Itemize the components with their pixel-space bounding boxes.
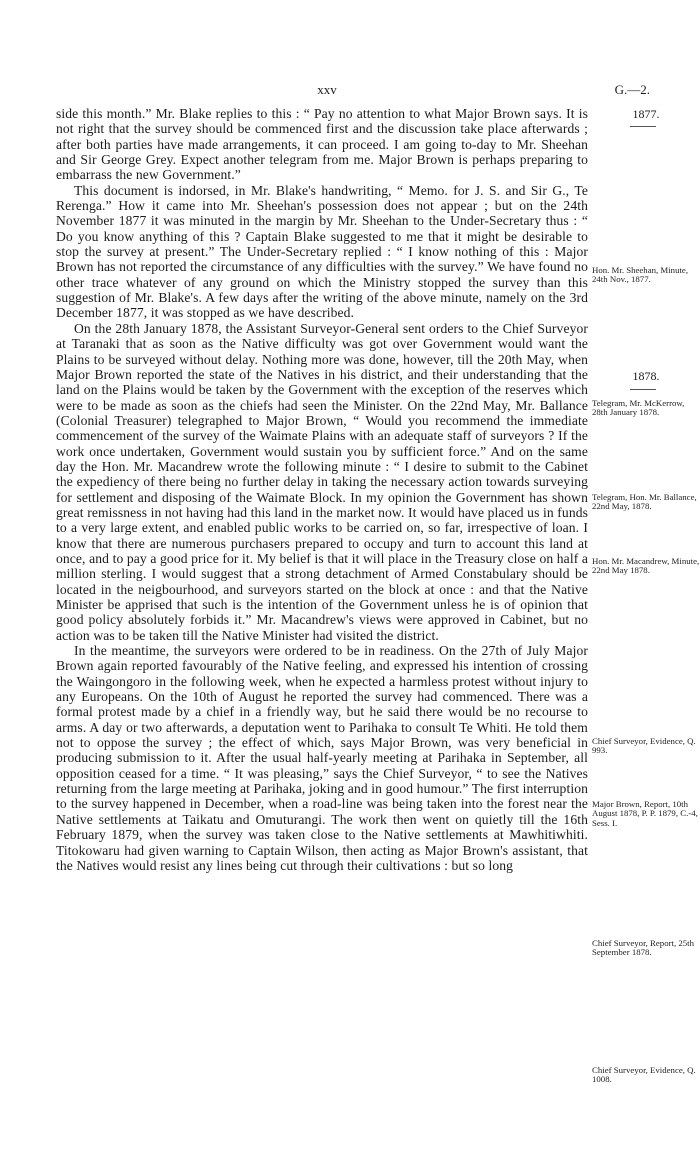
page-header (0, 82, 700, 104)
page-number: xxv (317, 82, 337, 97)
margin-note: Hon. Mr. Macandrew, Minute, 22nd May 1878. (592, 556, 700, 576)
margin-note: Chief Surveyor, Evidence, Q. 993. (592, 736, 696, 756)
year-rule (630, 126, 656, 127)
margin-note: Hon. Mr. Sheehan, Minute, 24th Nov., 1877. (592, 265, 689, 285)
paragraph: On the 28th January 1878, the Assistant Surveyor-General sent orders to the Chief Surveyor at Taranaki that as soon as the Native difficulty was got over Government would want the Plains to be surveyed without delay. Nothing more was done, however, till the 20th May, when Major Brown reported the state of the Natives in his district, and their understanding that the land on the Plains would be taken by the Government with the exception of the reserves which were to be made as soon as the chiefs had seen the Minister. On the 22nd May, Mr. Ballance (Colonial Treasurer) telegraphed to Major Brown, “ Would you recommend the immediate commencement of the survey of the Waimate Plains with an adequate staff of surveyors ? If the work once undertaken, Government would sustain you by sufficient force.” And on the same day the Hon. Mr. Macandrew wrote the following minute : “ I desire to submit to the Cabinet the expediency of there being no further delay in taking the necessary action towards surveying for settlement and disposing of the Waimate Block. In my opinion the Government has shown great remissness in not having had this land in the market now. It would have placed us in funds to a very large extent, and enabled public works to be carried on, so far, irrespective of loan. I know that there are numerous purchasers prepared to occupy and turn to account this land at once, and to pay a good price for it. My belief is that it will place in the Treasury close on half a million sterling. I would suggest that a strong detachment of Armed Constabulary should be located in the neigbourhood, and surveyors started on the block at once : and that the Native Minister be apprised that such is the intention of the Government unless he is of opinion that good policy absolutely forbids it.” Mr. Macandrew's views were approved in Cabinet, but no action was to be taken till the Native Minister had visited the district. (56, 320, 588, 643)
margin-year: 1878. (632, 369, 660, 383)
year-rule (630, 389, 656, 390)
document-reference: G.—2. (614, 82, 650, 97)
margin-year: 1877. (632, 107, 660, 121)
paragraph: side this month.” Mr. Blake replies to this : “ Pay no attention to what Major Brown says. It is not right that the survey should be commenced first and the discussion take place afterwards ; after both parties have made arrangements, it can proceed. I am going to-day to Mr. Sheehan and Sir George Grey. Expect another telegram from me. Major Brown is perhaps preparing to embarrass the new Government.” (56, 106, 588, 183)
margin-note: Telegram, Hon. Mr. Ballance, 22nd May, 1878. (592, 492, 697, 512)
margin-note: Telegram, Mr. McKerrow, 28th January 1878. (592, 398, 685, 418)
body-text (56, 106, 588, 873)
paragraph: This document is indorsed, in Mr. Blake's handwriting, “ Memo. for J. S. and Sir G., Te Rerenga.” How it came into Mr. Sheehan's possession does not appear ; but on the 24th November 1877 it was minuted in the margin by Mr. Sheehan to the Under-Secretary thus : “ Do you know anything of this ? Captain Blake suggested to me that it might be desirable to stop the survey at present.” The Under-Secretary replied : “ I know nothing of this : Major Brown has not reported the circumstance of any difficulties with the survey.” We have found no other trace whatever of any ground on which the Ministry stopped the survey than this suggestion of Mr. Blake's. A few days after the writing of the above minute, namely on the 3rd December 1877, it was stopped as we have described. (56, 182, 588, 321)
paragraph: In the meantime, the surveyors were ordered to be in readiness. On the 27th of July Major Brown again reported favourably of the Native feeling, and expressed his intention of crossing the Waingongoro in the following week, when he expected a harmless protest without injury to any Europeans. On the 10th of August he reported the survey had commenced. There was a formal protest made by a chief in a friendly way, but he said there would be no recourse to arms. A day or two afterwards, a deputation went to Parihaka to consult Te Whiti. He told them not to oppose the survey ; the effect of which, says Major Brown, was very beneficial in producing submission to it. After the usual half-yearly meeting at Parihaka in September, all opposition ceased for a time. “ It was pleasing,” says the Chief Surveyor, “ to see the Natives returning from the large meeting at Parihaka, joking and in good humour.” The first interruption to the survey happened in December, when a road-line was being taken into the forest near the Native settlements at Taikatu and Omuturangi. The work then went on quietly till the 16th February 1879, when the survey was taken close to the Native settlements at Mawhitiwhiti. Titokowaru had given warning to Captain Wilson, then acting as Major Brown's assistant, that the Natives would resist any lines being cut through their cultivations : but so long (56, 643, 588, 873)
margin-note: Major Brown, Report, 10th August 1878, P. P. 1879, C.-4, Sess. I. (592, 799, 698, 828)
margin-note: Chief Surveyor, Evidence, Q. 1008. (592, 1065, 696, 1085)
margin-note: Chief Surveyor, Report, 25th September 1878. (592, 938, 695, 958)
